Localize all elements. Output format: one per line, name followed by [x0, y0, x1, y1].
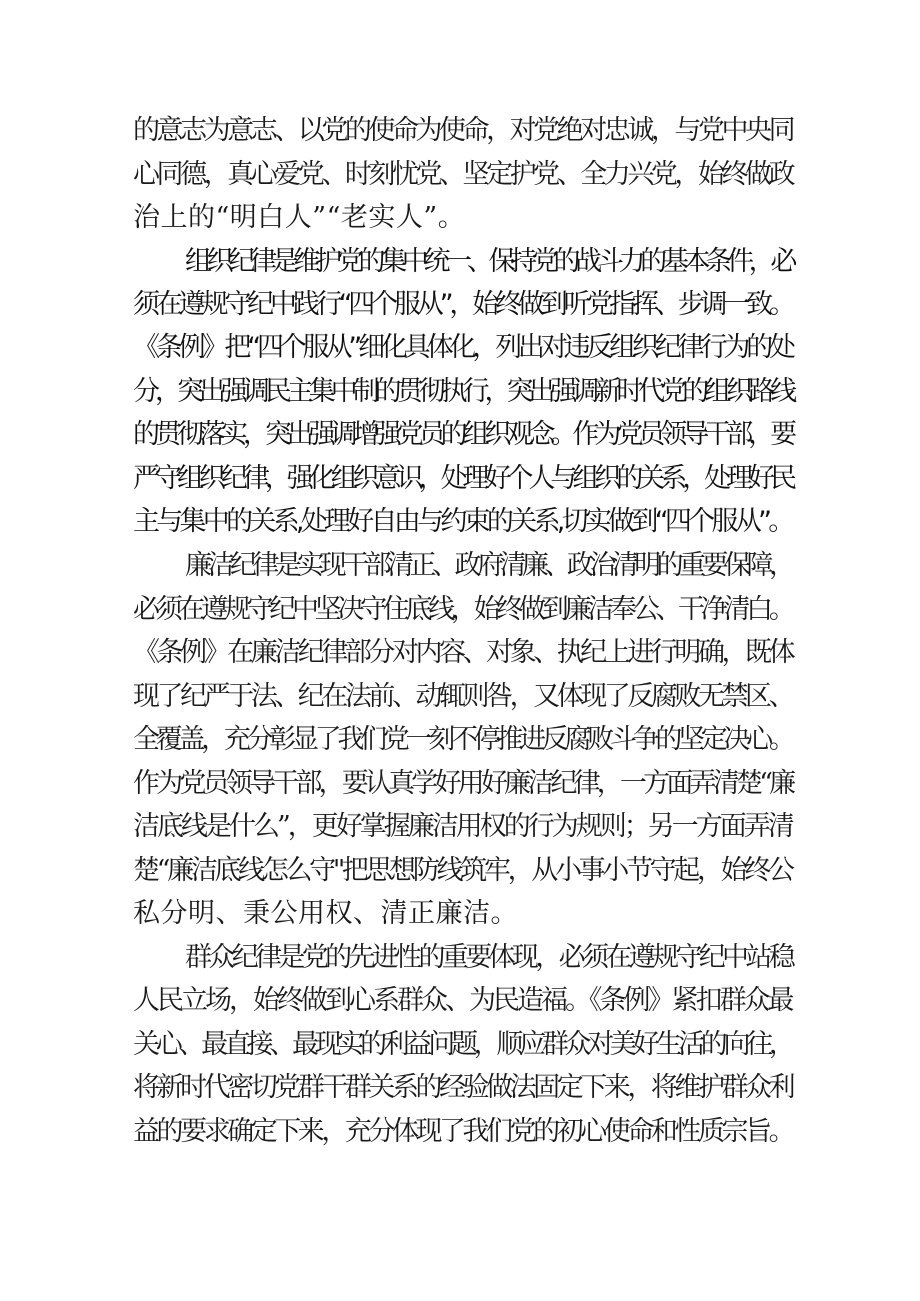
text-line: 《条例》在廉洁纪律部分对内容、对象、执纪上进行明确，既体 — [133, 637, 793, 668]
text-line: 分，突出强调民主集中制的贯彻执行，突出强调新时代党的组织路线 — [133, 376, 793, 407]
text-line: 全覆盖，充分彰显了我们党一刻不停推进反腐败斗争的坚定决心。 — [133, 724, 792, 755]
text-line: 的意志为意志、以党的使命为使命，对党绝对忠诚，与党中央同 — [133, 115, 793, 146]
text-line: 将新时代密切党群干群关系的经验做法固定下来，将维护群众利 — [133, 1072, 793, 1103]
text-line: 严守组织纪律，强化组织意识，处理好个人与组织的关系，处理好民 — [133, 463, 793, 494]
text-line: 廉洁纪律是实现干部清正、政府清廉、政治清明的重要保障， — [185, 550, 792, 581]
text-line: 作为党员领导干部，要认真学好用好廉洁纪律，一方面弄清楚“廉 — [133, 768, 793, 799]
text-line: 治上的“明白人”“老实人”。 — [133, 202, 466, 233]
text-line: 必须在遵规守纪中坚决守住底线，始终做到廉洁奉公、干净清白。 — [133, 594, 792, 625]
text-line: 组织纪律是维护党的集中统一、保持党的战斗力的基本条件，必 — [185, 246, 793, 277]
text-line: 益的要求确定下来，充分体现了我们党的初心使命和性质宗旨。 — [133, 1116, 793, 1147]
text-line: 主与集中的关系,处理好自由与约束的关系,切实做到“四个服从”。 — [133, 506, 792, 537]
text-line: 关心、最直接、最现实的利益问题，顺应群众对美好生活的向往， — [133, 1029, 792, 1060]
text-line: 楚“廉洁底线怎么守"把思想防线筑牢，从小事小节守起，始终公 — [133, 855, 792, 886]
text-line: 洁底线是什么”，更好掌握廉洁用权的行为规则；另一方面弄清 — [133, 811, 792, 842]
text-line: 须在遵规守纪中践行“四个服从”，始终做到听党指挥、步调一致。 — [133, 289, 792, 320]
text-line: 现了纪严于法、纪在法前、动辄则咎，又体现了反腐败无禁区、 — [133, 681, 793, 712]
text-line: 群众纪律是党的先进性的重要体现，必须在遵规守纪中站稳 — [185, 942, 793, 973]
text-line: 私分明、秉公用权、清正廉洁。 — [133, 898, 518, 929]
text-line: 心同德，真心爱党、时刻忧党、坚定护党、全力兴党，始终做政 — [133, 159, 793, 190]
text-line: 人民立场，始终做到心系群众、为民造福。《条例》紧扣群众最 — [133, 985, 792, 1016]
text-line: 《条例》把“四个服从”细化具体化，列出对违反组织纪律行为的处 — [133, 332, 792, 363]
text-line: 的贯彻落实，突出强调增强党员的组织观念。作为党员领导干部，要 — [133, 419, 793, 450]
